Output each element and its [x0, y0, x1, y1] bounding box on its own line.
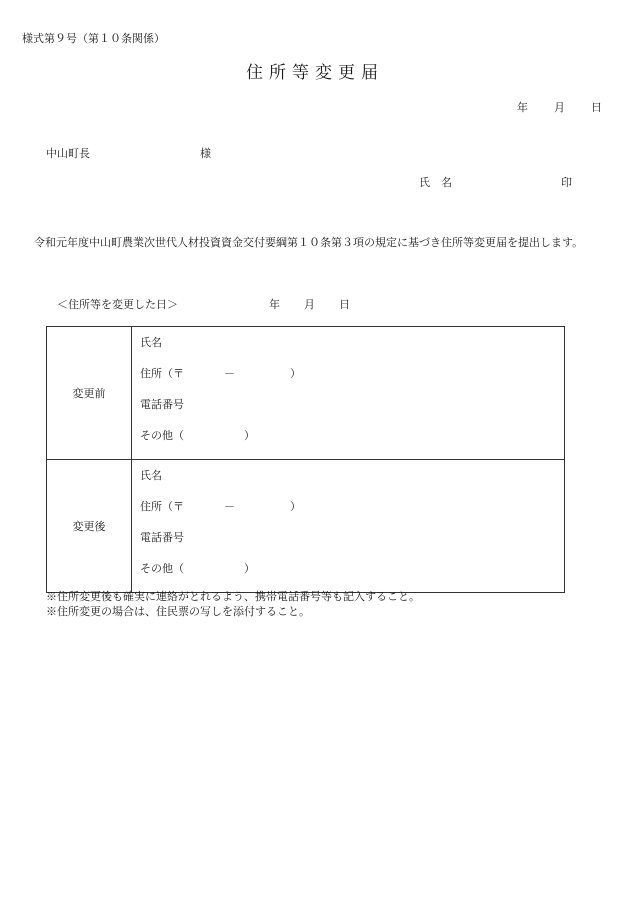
before-name-label: 氏名	[140, 336, 162, 349]
before-phone-field[interactable]	[140, 393, 564, 424]
before-change-fields[interactable]	[132, 327, 565, 460]
before-address-close: ）	[290, 367, 301, 380]
body-text: 令和元年度中山町農業次世代人材投資資金交付要綱第１０条第３項の規定に基づき住所等変更届を提出します。	[34, 236, 584, 249]
date-month: 月	[554, 101, 565, 114]
note-residence-certificate: ※住所変更の場合は、住民票の写しを添付すること。	[46, 605, 310, 618]
addressee-honorific: 様	[200, 147, 211, 160]
after-other-close: ）	[244, 562, 255, 575]
before-other-close: ）	[244, 429, 255, 442]
addressee-name: 中山町長	[46, 147, 90, 160]
applicant-name-label: 氏 名	[419, 176, 452, 189]
seal-mark: 印	[561, 176, 572, 189]
after-name-field[interactable]	[140, 464, 564, 495]
after-change-section	[47, 460, 565, 593]
change-date-month: 月	[304, 298, 315, 311]
address-change-table	[46, 326, 565, 593]
form-number-label: 様式第９号（第１０条関係）	[22, 32, 165, 45]
before-change-section	[47, 327, 565, 460]
after-postal-dash: －	[224, 500, 235, 513]
before-other-field[interactable]	[140, 424, 564, 455]
before-phone-label: 電話番号	[140, 398, 184, 411]
after-other-field[interactable]	[140, 557, 564, 588]
change-date-row[interactable]	[57, 296, 350, 312]
date-day: 日	[591, 101, 602, 114]
after-name-label: 氏名	[140, 469, 162, 482]
after-address-field[interactable]	[140, 495, 564, 526]
addressee	[46, 145, 211, 161]
date-year: 年	[517, 101, 528, 114]
before-postal-dash: －	[224, 367, 235, 380]
before-other-open: その他（	[140, 429, 184, 442]
after-change-label: 変更後	[47, 460, 132, 593]
after-address-close: ）	[290, 500, 301, 513]
after-phone-label: 電話番号	[140, 531, 184, 544]
before-address-field[interactable]	[140, 362, 564, 393]
after-change-fields[interactable]	[132, 460, 565, 593]
after-address-open: 住所（〒	[140, 500, 184, 513]
applicant-signature[interactable]	[419, 174, 579, 190]
change-date-day: 日	[339, 298, 350, 311]
before-name-field[interactable]	[140, 331, 564, 362]
submission-date[interactable]	[517, 99, 602, 115]
change-date-label: ＜住所等を変更した日＞	[57, 298, 178, 311]
before-address-open: 住所（〒	[140, 367, 184, 380]
after-other-open: その他（	[140, 562, 184, 575]
after-phone-field[interactable]	[140, 526, 564, 557]
before-change-label: 変更前	[47, 327, 132, 460]
change-date-fields	[269, 296, 350, 312]
document-title: 住所等変更届	[246, 63, 384, 83]
note-contact: ※住所変更後も確実に連絡がとれるよう、携帯電話番号等も記入すること。	[46, 590, 420, 603]
change-date-year: 年	[269, 298, 280, 311]
